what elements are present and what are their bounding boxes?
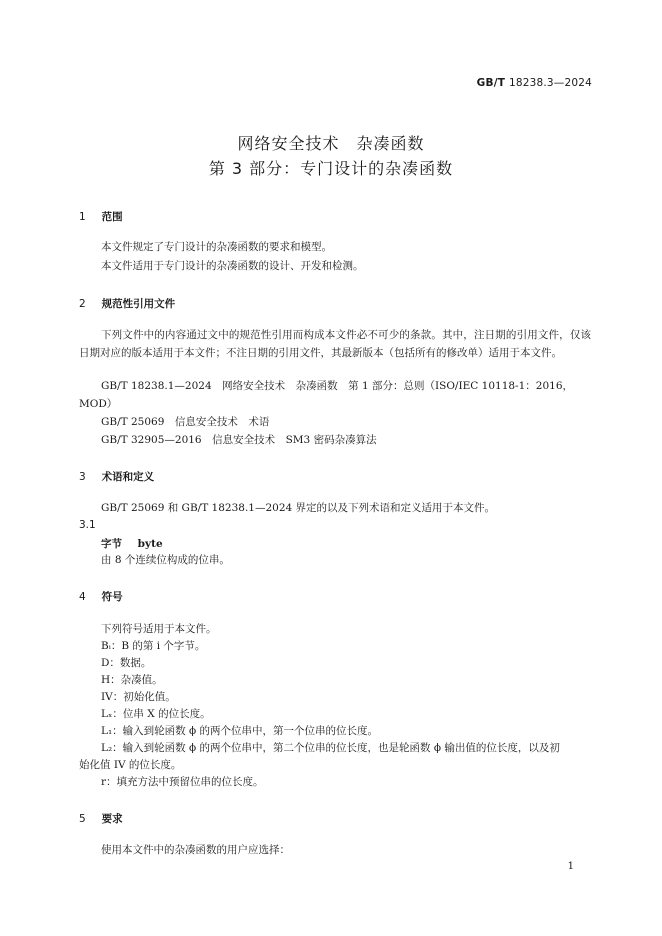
symbol-definition: IV：初始化值。 xyxy=(101,691,176,703)
section-title: 要求 xyxy=(101,813,123,825)
section-4-heading xyxy=(79,589,123,604)
section-1-heading xyxy=(79,209,123,224)
paragraph: 本文件适用于专门设计的杂凑函数的设计、开发和检测。 xyxy=(101,260,364,272)
symbol-definition: L₂：输入到轮函数 ϕ 的两个位串中，第二个位串的位长度，也是轮函数 ϕ 输出值的位长度，以及初 xyxy=(101,742,560,754)
section-number: 5 xyxy=(79,813,86,825)
term-chinese: 字节 xyxy=(101,538,122,550)
paragraph: 使用本文件中的杂凑函数的用户应选择： xyxy=(101,844,290,856)
standard-number: 18238.3—2024 xyxy=(508,77,592,89)
term-english: byte xyxy=(137,538,163,550)
section-title: 范围 xyxy=(101,211,123,223)
page-number: 1 xyxy=(567,861,574,872)
reference-item: GB/T 25069 信息安全技术 术语 xyxy=(101,416,270,428)
symbol-definition: D：数据。 xyxy=(101,657,152,669)
reference-item: GB/T 18238.1—2024 网络安全技术 杂凑函数 第 1 部分：总则（ISO/IEC 10118-1：2016， xyxy=(101,380,574,392)
term-entry xyxy=(101,536,163,551)
section-number: 3 xyxy=(79,471,86,483)
paragraph: 下列符号适用于本文件。 xyxy=(101,623,217,635)
reference-item: GB/T 32905—2016 信息安全技术 SM3 密码杂凑算法 xyxy=(101,434,377,446)
symbol-definition: H：杂凑值。 xyxy=(101,674,163,686)
symbol-definition-continuation: 始化值 IV 的位长度。 xyxy=(79,759,182,771)
symbol-definition: L₁：输入到轮函数 ϕ 的两个位串中，第一个位串的位长度。 xyxy=(101,725,379,737)
document-title-line-1: 网络安全技术 杂凑函数 xyxy=(237,134,425,153)
term-definition: 由 8 个连续位构成的位串。 xyxy=(101,554,230,566)
subclause-number: 3.1 xyxy=(79,519,96,531)
paragraph: 下列文件中的内容通过文中的规范性引用而构成本文件必不可少的条款。其中，注日期的引用文件，仅该日期对应的版本适用于本文件；不注日期的引用文件，其最新版本（包括所有的修改单）适用于本文件。 xyxy=(79,329,591,359)
section-5-heading xyxy=(79,811,123,826)
section-3-heading xyxy=(79,469,154,484)
paragraph: 本文件规定了专门设计的杂凑函数的要求和模型。 xyxy=(101,241,332,253)
symbol-definition: Lₓ：位串 X 的位长度。 xyxy=(101,708,211,720)
paragraph: GB/T 25069 和 GB/T 18238.1—2024 界定的以及下列术语和定义适用于本文件。 xyxy=(101,502,496,514)
reference-item-continuation: MOD） xyxy=(79,398,118,410)
section-title: 规范性引用文件 xyxy=(101,298,176,310)
standard-number-header xyxy=(477,77,592,89)
document-title-line-2: 第 3 部分：专门设计的杂凑函数 xyxy=(208,159,454,178)
symbol-definition: Bᵢ：B 的第 i 个字节。 xyxy=(101,640,206,652)
section-2-heading xyxy=(79,296,175,311)
standard-prefix: GB/T xyxy=(476,77,506,89)
section-title: 符号 xyxy=(101,591,123,603)
section-number: 2 xyxy=(79,298,86,310)
section-number: 4 xyxy=(79,591,86,603)
symbol-definition: r：填充方法中预留位串的位长度。 xyxy=(101,776,264,788)
section-number: 1 xyxy=(79,211,86,223)
section-title: 术语和定义 xyxy=(101,471,155,483)
